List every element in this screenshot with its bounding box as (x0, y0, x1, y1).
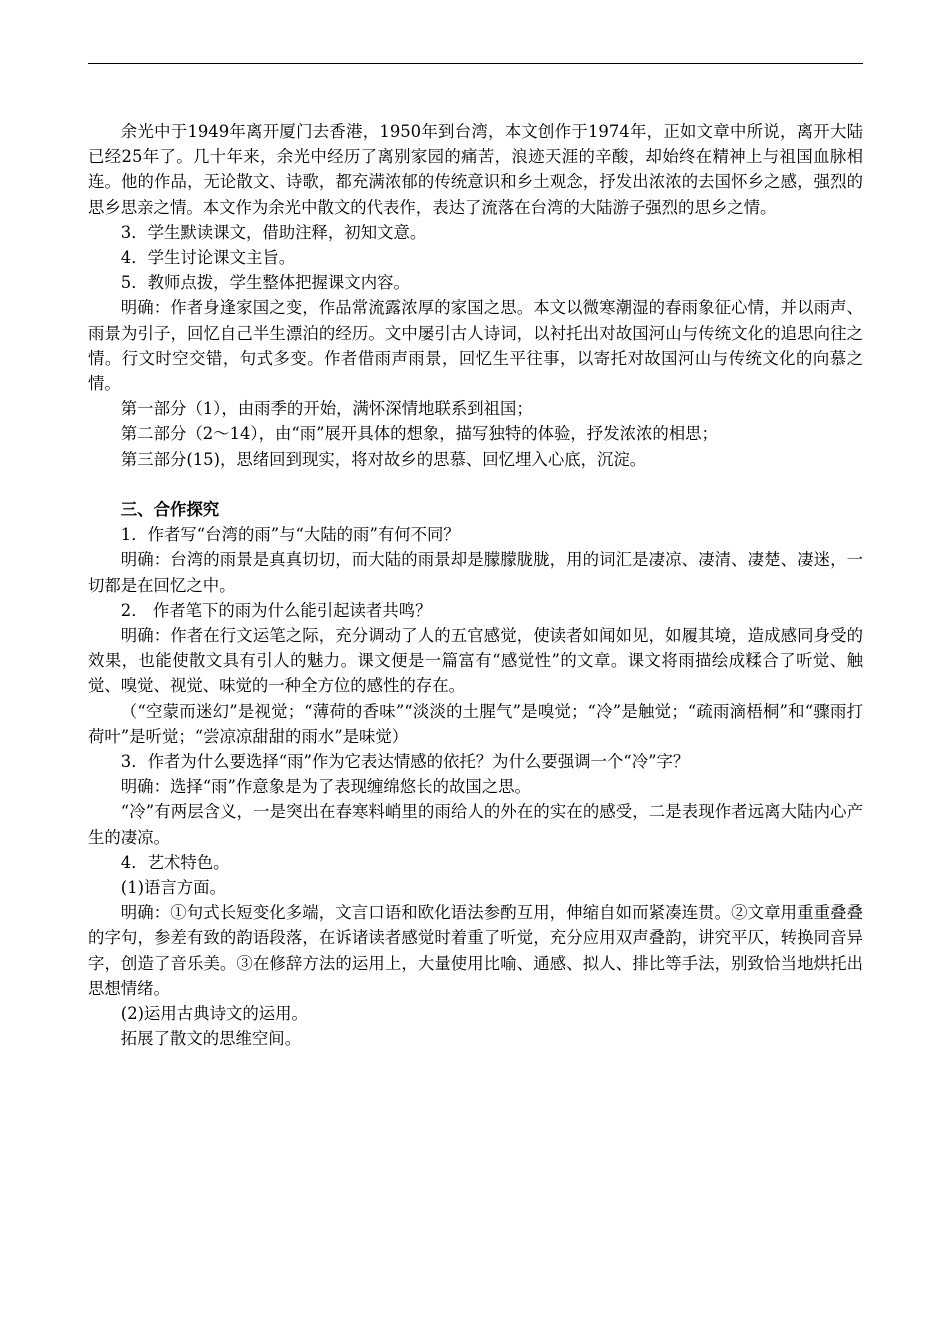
section-heading: 三、合作探究 (120, 500, 220, 520)
question-2: 2． 作者笔下的雨为什么能引起读者共鸣？ (120, 600, 432, 620)
document-body (88, 119, 863, 1052)
subsection-language: (1)语言方面。 (120, 878, 226, 898)
clarification-theme: 明确：作者身逢家国之变，作品常流露浓厚的家国之思。本文以微寒潮湿的春雨象征心情，并以雨声、雨景为引子，回忆自己半生漂泊的经历。文中屡引古人诗词，以衬托出对故国河山与传统文化的追思向往之情。行文时空交错，句式多变。作者借雨声雨景，回忆生平往事，以寄托对故国河山与传统文化的向慕之情。 (88, 298, 863, 394)
question-3: 3．作者为什么要选择“雨”作为它表达情感的依托？为什么要强调一个“冷”字？ (120, 752, 690, 772)
answer-3-cold: “冷”有两层含义，一是突出在春寒料峭里的雨给人的外在的实在的感受，二是表现作者远离大陆内心产生的凄凉。 (88, 802, 863, 847)
question-1: 1．作者写“台湾的雨”与“大陆的雨”有何不同？ (120, 525, 460, 545)
answer-4: 明确：①句式长短变化多端，文言口语和欧化语法参酌互用，伸缩自如而紧凑连贯。②文章用重重叠叠的字句，参差有致的韵语段落，在诉诸读者感觉时着重了听觉，充分应用双声叠韵，讲究平仄，转换同音异字，创造了音乐美。③在修辞方法的运用上，大量使用比喻、通感、拟人、排比等手法，别致恰当地烘托出思想情绪。 (88, 903, 863, 998)
answer-1: 明确：台湾的雨景是真真切切，而大陆的雨景却是朦朦胧胧，用的词汇是凄凉、凄清、凄楚、凄迷，一切都是在回忆之中。 (88, 550, 863, 595)
paragraph-background: 余光中于1949年离开厦门去香港，1950年到台湾，本文创作于1974年，正如文章中所说，离开大陆已经25年了。几十年来，余光中经历了离别家园的痛苦，浪迹天涯的辛酸，却始终在精神上与祖国血脉相连。他的作品，无论散文、诗歌，都充满浓郁的传统意识和乡土观念，抒发出浓浓的去国怀乡之感，强烈的思乡思亲之情。本文作为余光中散文的代表作，表达了流落在台湾的大陆游子强烈的思乡之情。 (88, 122, 863, 217)
part-one: 第一部分（1），由雨季的开始，满怀深情地联系到祖国； (120, 399, 533, 419)
subsection-classics: (2)运用古典诗文的运用。 (120, 1004, 308, 1024)
header-rule (88, 63, 863, 64)
question-4: 4．艺术特色。 (120, 852, 230, 872)
step-4: 4．学生讨论课文主旨。 (120, 248, 296, 268)
answer-2: 明确：作者在行文运笔之际，充分调动了人的五官感觉，使读者如闻如见，如履其境，造成感同身受的效果，也能使散文具有引人的魅力。课文便是一篇富有“感觉性”的文章。课文将雨描绘成糅合了听觉、触觉、嗅觉、视觉、味觉的一种全方位的感性的存在。 (88, 626, 863, 696)
answer-3: 明确：选择“雨”作意象是为了表现缠绵悠长的故国之思。 (120, 777, 531, 797)
part-two: 第二部分（2～14），由“雨”展开具体的想象，描写独特的体验，抒发浓浓的相思； (120, 424, 718, 444)
answer-5: 拓展了散文的思维空间。 (120, 1029, 302, 1049)
step-3: 3．学生默读课文，借助注释，初知文意。 (120, 222, 427, 242)
part-three: 第三部分(15)，思绪回到现实，将对故乡的思慕、回忆埋入心底，沉淀。 (120, 449, 647, 469)
answer-2-note: （“空蒙而迷幻”是视觉；“薄荷的香味”“淡淡的土腥气”是嗅觉；“冷”是触觉；“疏雨滴梧桐”和“骤雨打荷叶”是听觉；“尝凉凉甜甜的雨水”是味觉） (88, 701, 863, 746)
step-5: 5．教师点拨，学生整体把握课文内容。 (120, 273, 410, 293)
section-gap (88, 472, 863, 497)
